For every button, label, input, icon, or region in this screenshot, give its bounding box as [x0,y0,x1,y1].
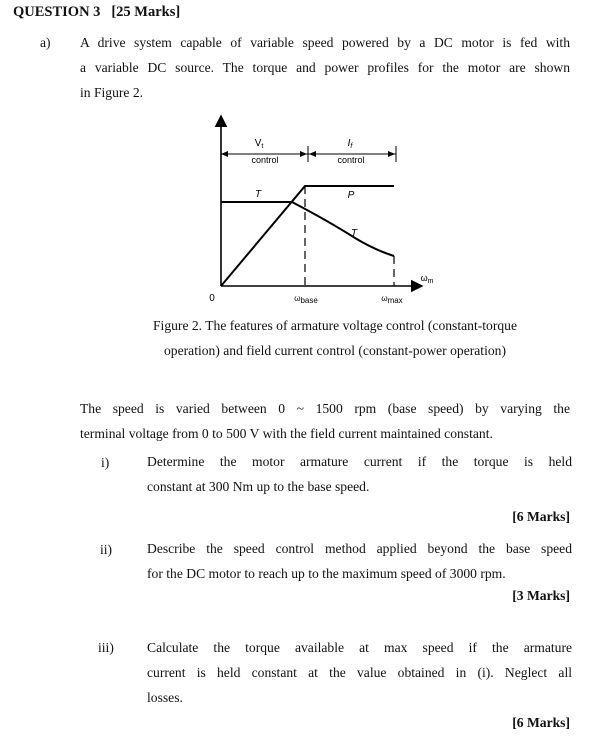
intro-line: A drive system capable of variable speed powered by a DC motor is fed with [80,35,570,50]
subquestion-line: losses. [147,690,183,705]
subquestion-iii-text [147,635,572,710]
omega-m-label: $\omega_m$ [420,273,434,285]
subquestion-ii-text [147,536,572,586]
arrow-if-left [309,151,316,157]
omega-base-label: ωbase [294,294,318,305]
power-label: P [347,190,355,201]
torque-label-right: T [350,228,358,239]
question-heading [13,4,180,21]
speed-line: terminal voltage from 0 to 500 V with the field current maintained constant. [80,426,493,441]
arrow-vt-left [221,151,228,157]
subquestion-i-marks: [6 Marks] [512,509,570,524]
subquestion-i-text [147,449,572,499]
caption-line: operation) and field current control (constant-power operation) [164,343,506,358]
intro-paragraph [80,30,570,105]
subquestion-line: Calculate the torque available at max speed if the armature [147,640,572,655]
torque-label-left: T [254,189,262,200]
subquestion-i-number: i) [101,455,110,470]
torque-curve [221,202,394,256]
subquestion-line: constant at 300 Nm up to the base speed. [147,479,370,494]
intro-line: in Figure 2. [80,85,144,100]
question-total-marks: [25 Marks] [111,4,181,20]
speed-line: The speed is varied between 0 ~ 1500 rpm (base speed) by varying the [80,401,570,416]
intro-line: a variable DC source. The torque and power profiles for the motor are shown [80,60,570,75]
subquestion-ii-marks: [3 Marks] [512,588,570,603]
subquestion-iii-number: iii) [98,640,114,655]
question-number: QUESTION 3 [13,4,101,20]
arrow-if-right [388,151,395,157]
subquestion-line: Describe the speed control method applied beyond the base speed [147,541,572,556]
if-control-label: control [337,155,365,165]
if-label: $I_f$ [347,138,353,150]
origin-label: 0 [209,293,215,304]
part-a-label: a) [40,35,51,50]
speed-paragraph [80,396,570,446]
subquestion-iii-marks: [6 Marks] [512,715,570,730]
omega-max-label: ωmax [381,294,403,305]
caption-line: Figure 2. The features of armature voltage control (constant-torque [152,318,517,333]
arrow-vt-right [300,151,307,157]
subquestion-line: Determine the motor armature current if the torque is held [147,454,572,469]
vt-control-label: control [251,155,279,165]
figure-2-diagram [200,108,440,308]
subquestion-line: current is held constant at the value obtained in (i). Neglect all [147,665,572,680]
figure-caption [80,313,590,363]
vt-label: $V_t$ [254,138,264,150]
subquestion-line: for the DC motor to reach up to the maximum speed of 3000 rpm. [147,566,506,581]
subquestion-ii-number: ii) [100,542,113,557]
